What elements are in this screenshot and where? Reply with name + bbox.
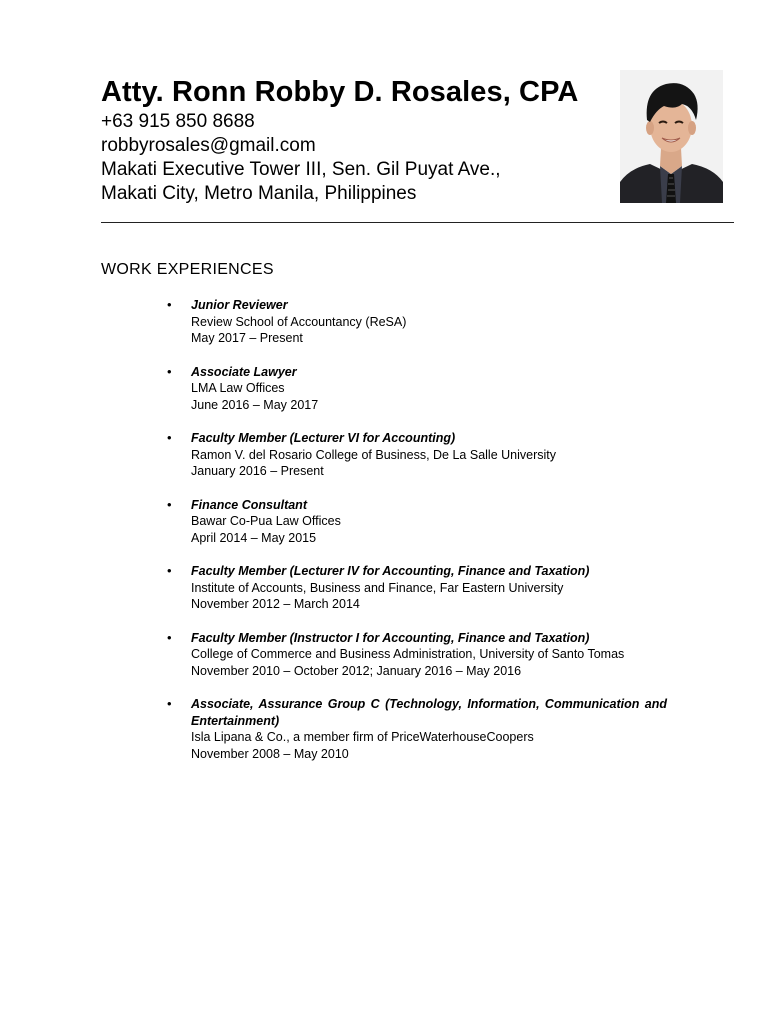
job-title: Faculty Member (Lecturer VI for Accounting) [191,431,456,445]
job-organization: LMA Law Offices [191,381,285,395]
job-title: Faculty Member (Lecturer IV for Accounting, Finance and Taxation) [191,564,590,578]
bullet-icon: • [167,563,172,578]
list-item [167,630,667,680]
bullet-icon: • [167,430,172,445]
list-item [167,497,667,547]
job-organization: Review School of Accountancy (ReSA) [191,314,407,329]
job-organization: Bawar Co-Pua Law Offices [191,514,341,528]
list-item [167,430,667,480]
section-title-work-experiences: WORK EXPERIENCES [101,261,274,278]
job-organization: College of Commerce and Business Administration, University of Santo Tomas [191,647,625,661]
email-address: robbyrosales@gmail.com [101,135,316,156]
profile-photo [620,70,723,203]
address-line-2: Makati City, Metro Manila, Philippines [101,183,417,204]
job-dates: January 2016 – Present [191,464,324,478]
list-item [167,297,667,347]
list-item [167,364,667,414]
job-title: Associate, Assurance Group C (Technology, Information, Communication and Entertainment) [191,697,667,728]
bullet-icon: • [167,696,172,711]
job-organization: Isla Lipana & Co., a member firm of PriceWaterhouseCoopers [191,730,534,744]
address-line-1: Makati Executive Tower III, Sen. Gil Puyat Ave., [101,159,501,180]
job-organization: Institute of Accounts, Business and Finance, Far Eastern University [191,580,564,595]
bullet-icon: • [167,297,172,312]
bullet-icon: • [167,363,172,379]
job-dates: November 2010 – October 2012; January 2016 – May 2016 [191,663,522,678]
work-experience-list [167,297,667,779]
resume-header [101,74,601,206]
job-title: Faculty Member (Instructor I for Accounting, Finance and Taxation) [191,630,590,645]
phone-number: +63 915 850 8688 [101,111,255,132]
person-name: Atty. Ronn Robby D. Rosales, CPA [101,76,579,108]
header-divider [101,222,734,223]
list-item [167,696,667,762]
job-organization: Ramon V. del Rosario College of Business, De La Salle University [191,447,556,462]
job-dates: November 2008 – May 2010 [191,746,349,761]
bullet-icon: • [167,629,172,645]
job-title: Associate Lawyer [191,364,297,379]
job-dates: May 2017 – Present [191,331,303,345]
job-title: Finance Consultant [191,497,307,512]
job-dates: April 2014 – May 2015 [191,530,317,545]
list-item [167,563,667,613]
job-dates: June 2016 – May 2017 [191,397,319,412]
bullet-icon: • [167,496,172,512]
job-dates: November 2012 – March 2014 [191,597,360,611]
job-title: Junior Reviewer [191,298,288,312]
portrait-icon [620,70,723,203]
